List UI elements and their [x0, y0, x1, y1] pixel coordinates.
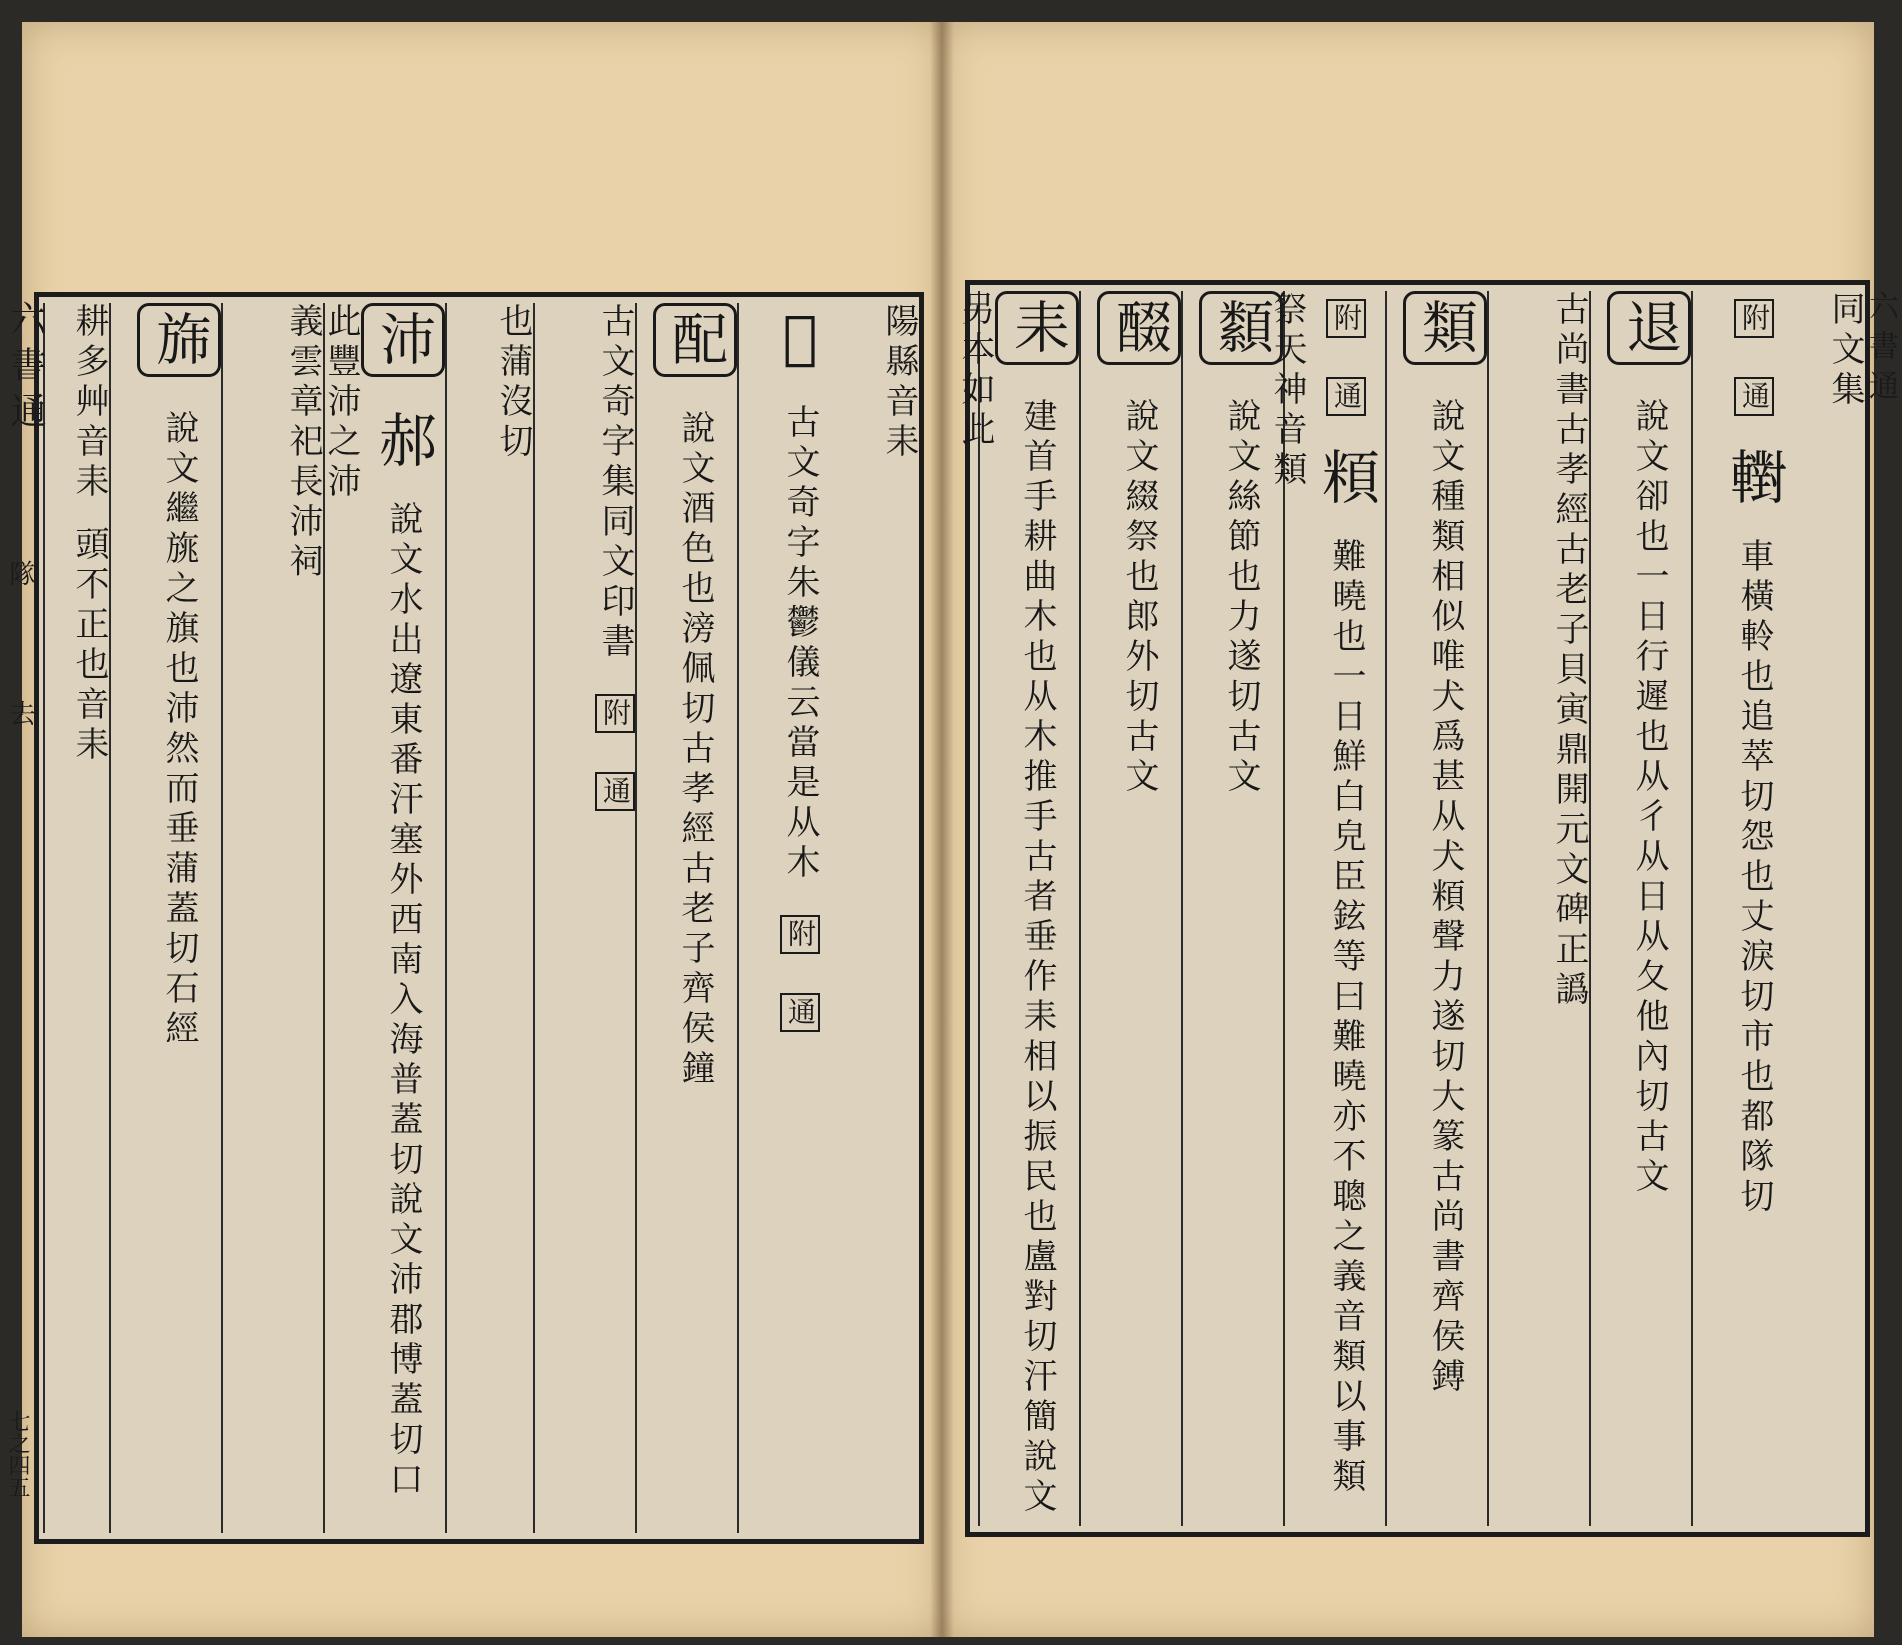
text-column: [635, 303, 737, 1533]
running-tone: 去: [5, 700, 35, 736]
column-note: 頭不正也音耒: [69, 526, 109, 766]
running-title: 六書通: [1863, 290, 1898, 410]
text-column: [323, 303, 445, 1533]
text-column: [43, 303, 109, 1533]
column-note: 義雲章祀長沛祠: [283, 303, 323, 583]
column-note: 古文奇字朱鬱儀云當是从木: [780, 404, 820, 884]
head-character: 醊: [1097, 291, 1181, 365]
text-column: [1487, 291, 1589, 1526]
seal-glyph: 𣐂: [766, 303, 834, 381]
head-character: 退: [1607, 291, 1691, 365]
running-title: 六書通: [5, 300, 46, 438]
text-column: [533, 303, 635, 1533]
column-note: 古文奇字集同文印書: [595, 303, 635, 663]
fu-tag: 附: [780, 915, 820, 954]
head-character: 旆: [137, 303, 221, 377]
column-note: 同文集: [1825, 291, 1865, 411]
column-note: 古尚書古孝經古老子貝寅鼎開元文碑正譌: [1549, 291, 1589, 1011]
column-note: 車橫軨也追萃切怨也丈淚切市也都隊切: [1734, 538, 1774, 1218]
text-column: [1795, 291, 1865, 1526]
book-gutter: [930, 22, 954, 1637]
column-note: 說文酒色也滂佩切古孝經古老子齊侯鐘: [675, 410, 715, 1090]
tong-tag: 通: [1734, 377, 1774, 416]
column-note: 耕多艸音耒: [69, 303, 109, 503]
left-text-frame: [34, 292, 924, 1544]
text-column: [1267, 291, 1385, 1526]
column-note: 難曉也一日鮮白皃臣鉉等曰難曉亦不聰之義音類以事類祭天神音類: [1267, 291, 1366, 1498]
page-folio: 七之四五: [5, 1410, 30, 1498]
tong-tag: 通: [1326, 377, 1366, 416]
fu-tag: 附: [595, 694, 635, 733]
right-text-frame: [955, 280, 1870, 1537]
head-character: 類: [1403, 291, 1487, 365]
column-note: 也蒲沒切: [493, 303, 533, 463]
tong-tag: 通: [595, 772, 635, 811]
text-column: [445, 303, 533, 1533]
seal-glyph: 郝: [369, 410, 437, 478]
seal-glyph: 轛: [1720, 447, 1788, 515]
text-column: [955, 291, 1079, 1526]
column-note: 說文絲節也力遂切古文: [1221, 398, 1261, 798]
text-column: [1385, 291, 1487, 1526]
column-note: 建首手耕曲木也从木推手古者垂作耒相以振民也盧對切汗簡說文另本如此: [955, 291, 1057, 1518]
head-character: 配: [653, 303, 737, 377]
tong-tag: 通: [780, 993, 820, 1032]
running-section: 隊: [5, 560, 35, 596]
text-column: [1589, 291, 1691, 1526]
column-note: 說文繼旐之旗也沛然而垂蒲蓋切石經: [159, 410, 199, 1050]
text-column: [1181, 291, 1283, 1526]
text-column: [1691, 291, 1793, 1526]
fu-tag: 附: [1734, 299, 1774, 338]
text-column: [109, 303, 221, 1533]
column-note: 說文種類相似唯犬爲甚从犬頪聲力遂切大篆古尚書齊侯鎛: [1425, 398, 1465, 1398]
text-column: [737, 303, 839, 1533]
text-column: [221, 303, 323, 1533]
text-column: [841, 303, 919, 1533]
column-note: 陽縣音耒: [879, 303, 919, 463]
head-character: 耒: [995, 291, 1079, 365]
seal-glyph: 頪: [1312, 447, 1380, 515]
head-character: 纇: [1199, 291, 1283, 365]
column-note: 說文綴祭也郎外切古文: [1119, 398, 1159, 798]
column-note: 說文水出遼東番汗塞外西南入海普蓋切說文沛郡博蓋切口此豐沛之沛: [321, 303, 423, 1501]
column-note: 說文卻也一日行遲也从彳从日从夂他內切古文: [1629, 398, 1669, 1198]
text-column: [1079, 291, 1181, 1526]
head-character: 沛: [361, 303, 445, 377]
fu-tag: 附: [1326, 299, 1366, 338]
